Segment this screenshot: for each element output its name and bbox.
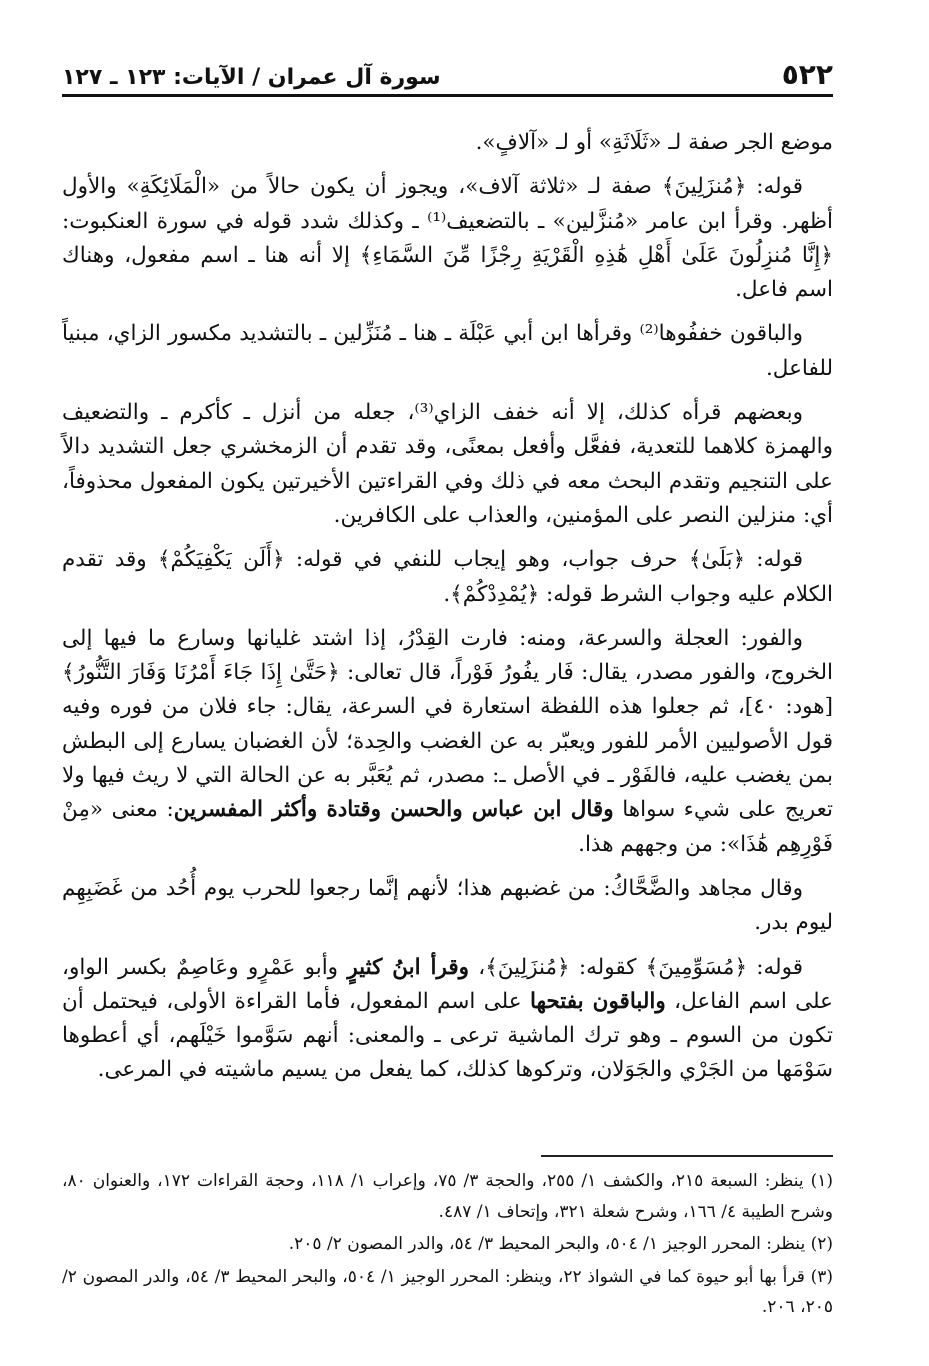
footnote-1: (١) ينظر: السبعة ٢١٥، والكشف ١/ ٢٥٥، والحجة ٣/ ٧٥، وإعراب ١/ ١١٨، وحجة القراءات ١٧٢، والعنوان ٨٠، وشرح الطيبة ٤/ ١٦٦، وشرح شعلة ٣٢١، وإتحاف ١/ ٤٨٧.	[62, 1171, 833, 1222]
paragraph-1: موضع الجر صفة لـ «ثَلَاثَةِ» أو لـ «آلافٍ».	[475, 130, 833, 155]
paragraph-8-text-e: على اسم المفعول، فأما القراءة الأولى، فيحتمل أن تكون من السوم ـ وهو ترك الماشية ترعى ـ والمعنى: أنهم سَوَّموا خَيْلَهم، أي أعطوها سَوْمَها من الجَرْي والجَوَلان، وتركوها كذلك، كما يفعل من يسيم ماشيته في المرعى.	[62, 988, 833, 1083]
paragraph-6-text-c: : معنى «مِنْ فَوْرِهِم هَٰذَا»: من وجههم هذا.	[62, 797, 833, 857]
paragraph-2: قوله: ﴿مُنزَلِينَ﴾ صفة لـ «ثلاثة آلاف»، ويجوز أن يكون حالاً من «الْمَلَائِكَةِ» والأول أظهر. وقرأ ابن عامر «مُنزَّلين» ـ بالتضعيف⁽¹⁾ ـ وكذلك شدد قوله في سورة العنكبوت: ﴿إِنَّا مُنزِلُونَ عَلَىٰ أَهْلِ هَٰذِهِ الْقَرْيَةِ رِجْزًا مِّنَ السَّمَاءِ﴾ إلا أنه هنا ـ اسم مفعول، وهناك اسم فاعل.	[62, 174, 833, 303]
running-title: سورة آل عمران / الآيات: ١٢٣ ـ ١٢٧	[62, 65, 441, 90]
paragraph-8-bold-others: والباقون بفتحها	[529, 988, 666, 1014]
footnote-separator	[541, 1155, 833, 1157]
page-header	[62, 58, 833, 98]
paragraph-5: قوله: ﴿بَلَىٰ﴾ حرف جواب، وهو إيجاب للنفي في قوله: ﴿أَلَن يَكْفِيَكُمْ﴾ وقد تقدم الكلام عليه وجواب الشرط قوله: ﴿يُمْدِدْكُمْ﴾.	[62, 547, 833, 607]
footnotes	[62, 1166, 833, 1325]
header-rule	[62, 94, 833, 97]
paragraph-7: وقال مجاهد والضَّحَّاكُ: من غضبهم هذا؛ لأنهم إنَّما رجعوا للحرب يوم أُحُد من غَضَبِهِم ليوم بدر.	[62, 875, 833, 936]
paragraph-8	[62, 951, 833, 1088]
paragraph-8-text-a: قوله: ﴿مُسَوِّمِينَ﴾ كقوله: ﴿مُنزَلِينَ﴾،	[478, 954, 803, 980]
paragraph-6-bold-commentators: وقال ابن عباس والحسن وقتادة وأكثر المفسرين	[173, 797, 614, 823]
paragraph-8-text-c: وأبو عَمْرٍو وعَاصِمٌ بكسر الواو، على اسم الفاعل،	[62, 954, 833, 1014]
footnote-3: (٣) قرأ بها أبو حيوة كما في الشواذ ٢٢، وينظر: المحرر الوجيز ١/ ٥٠٤، والبحر المحيط ٣/ ٥٤، والدر المصون ٢/ ٢٠٥، ٢٠٦.	[62, 1266, 834, 1317]
paragraph-6	[62, 622, 833, 862]
paragraph-3: والباقون خففُوها⁽²⁾ وقرأها ابن أبي عَبْلَة ـ هنا ـ مُنَزِّلين ـ بالتشديد مكسور الزاي، مبنياً للفاعل.	[62, 321, 833, 381]
paragraph-6-text-a: والفور: العجلة والسرعة، ومنه: فارت القِدْرُ، إذا اشتد غليانها وسارع ما فيها إلى الخروج، والفور مصدر، يقال: فَار يفُورُ فَوْراً، قال تعالى: ﴿حَتَّىٰ إِذَا جَاءَ أَمْرُنَا وَفَارَ التَّنُّورُ﴾ [هود: ٤٠]، ثم جعلوا هذه اللفظة استعارة في السرعة، يقال: جاء فلان من فوره وفيه قول الأصوليين الأمر للفور ويعبّر به عن الغضب والحِدة؛ لأن الغضبان يسارع إلى البطش بمن يغضب عليه، فالفَوْر ـ في الأصل ـ: مصدر، ثم يُعَبَّر به عن الحالة التي لا ريث فيها ولا تعريج على شيء سواها	[62, 625, 833, 823]
paragraph-4: وبعضهم قرأه كذلك، إلا أنه خفف الزاي⁽³⁾، جعله من أنزل ـ كأكرم ـ والتضعيف والهمزة كلاهما للتعدية، ففعَّل وأفعل بمعنًى، وقد تقدم أن الزمخشري جعل التشديد دالاً على التنجيم وتقدم البحث معه في ذلك وفي القراءتين الأخيرتين يكون المفعول محذوفاً، أي: منزلين النصر على المؤمنين، والعذاب على الكافرين.	[62, 400, 833, 528]
paragraph-8-bold-reader: وقرأ ابنُ كثيرٍ	[347, 954, 469, 980]
main-text	[62, 126, 833, 1098]
page-number: ٥٢٢	[781, 58, 833, 91]
footnote-2: (٢) ينظر: المحرر الوجيز ١/ ٥٠٤، والبحر المحيط ٣/ ٥٤، والدر المصون ٢/ ٢٠٥.	[288, 1234, 833, 1254]
